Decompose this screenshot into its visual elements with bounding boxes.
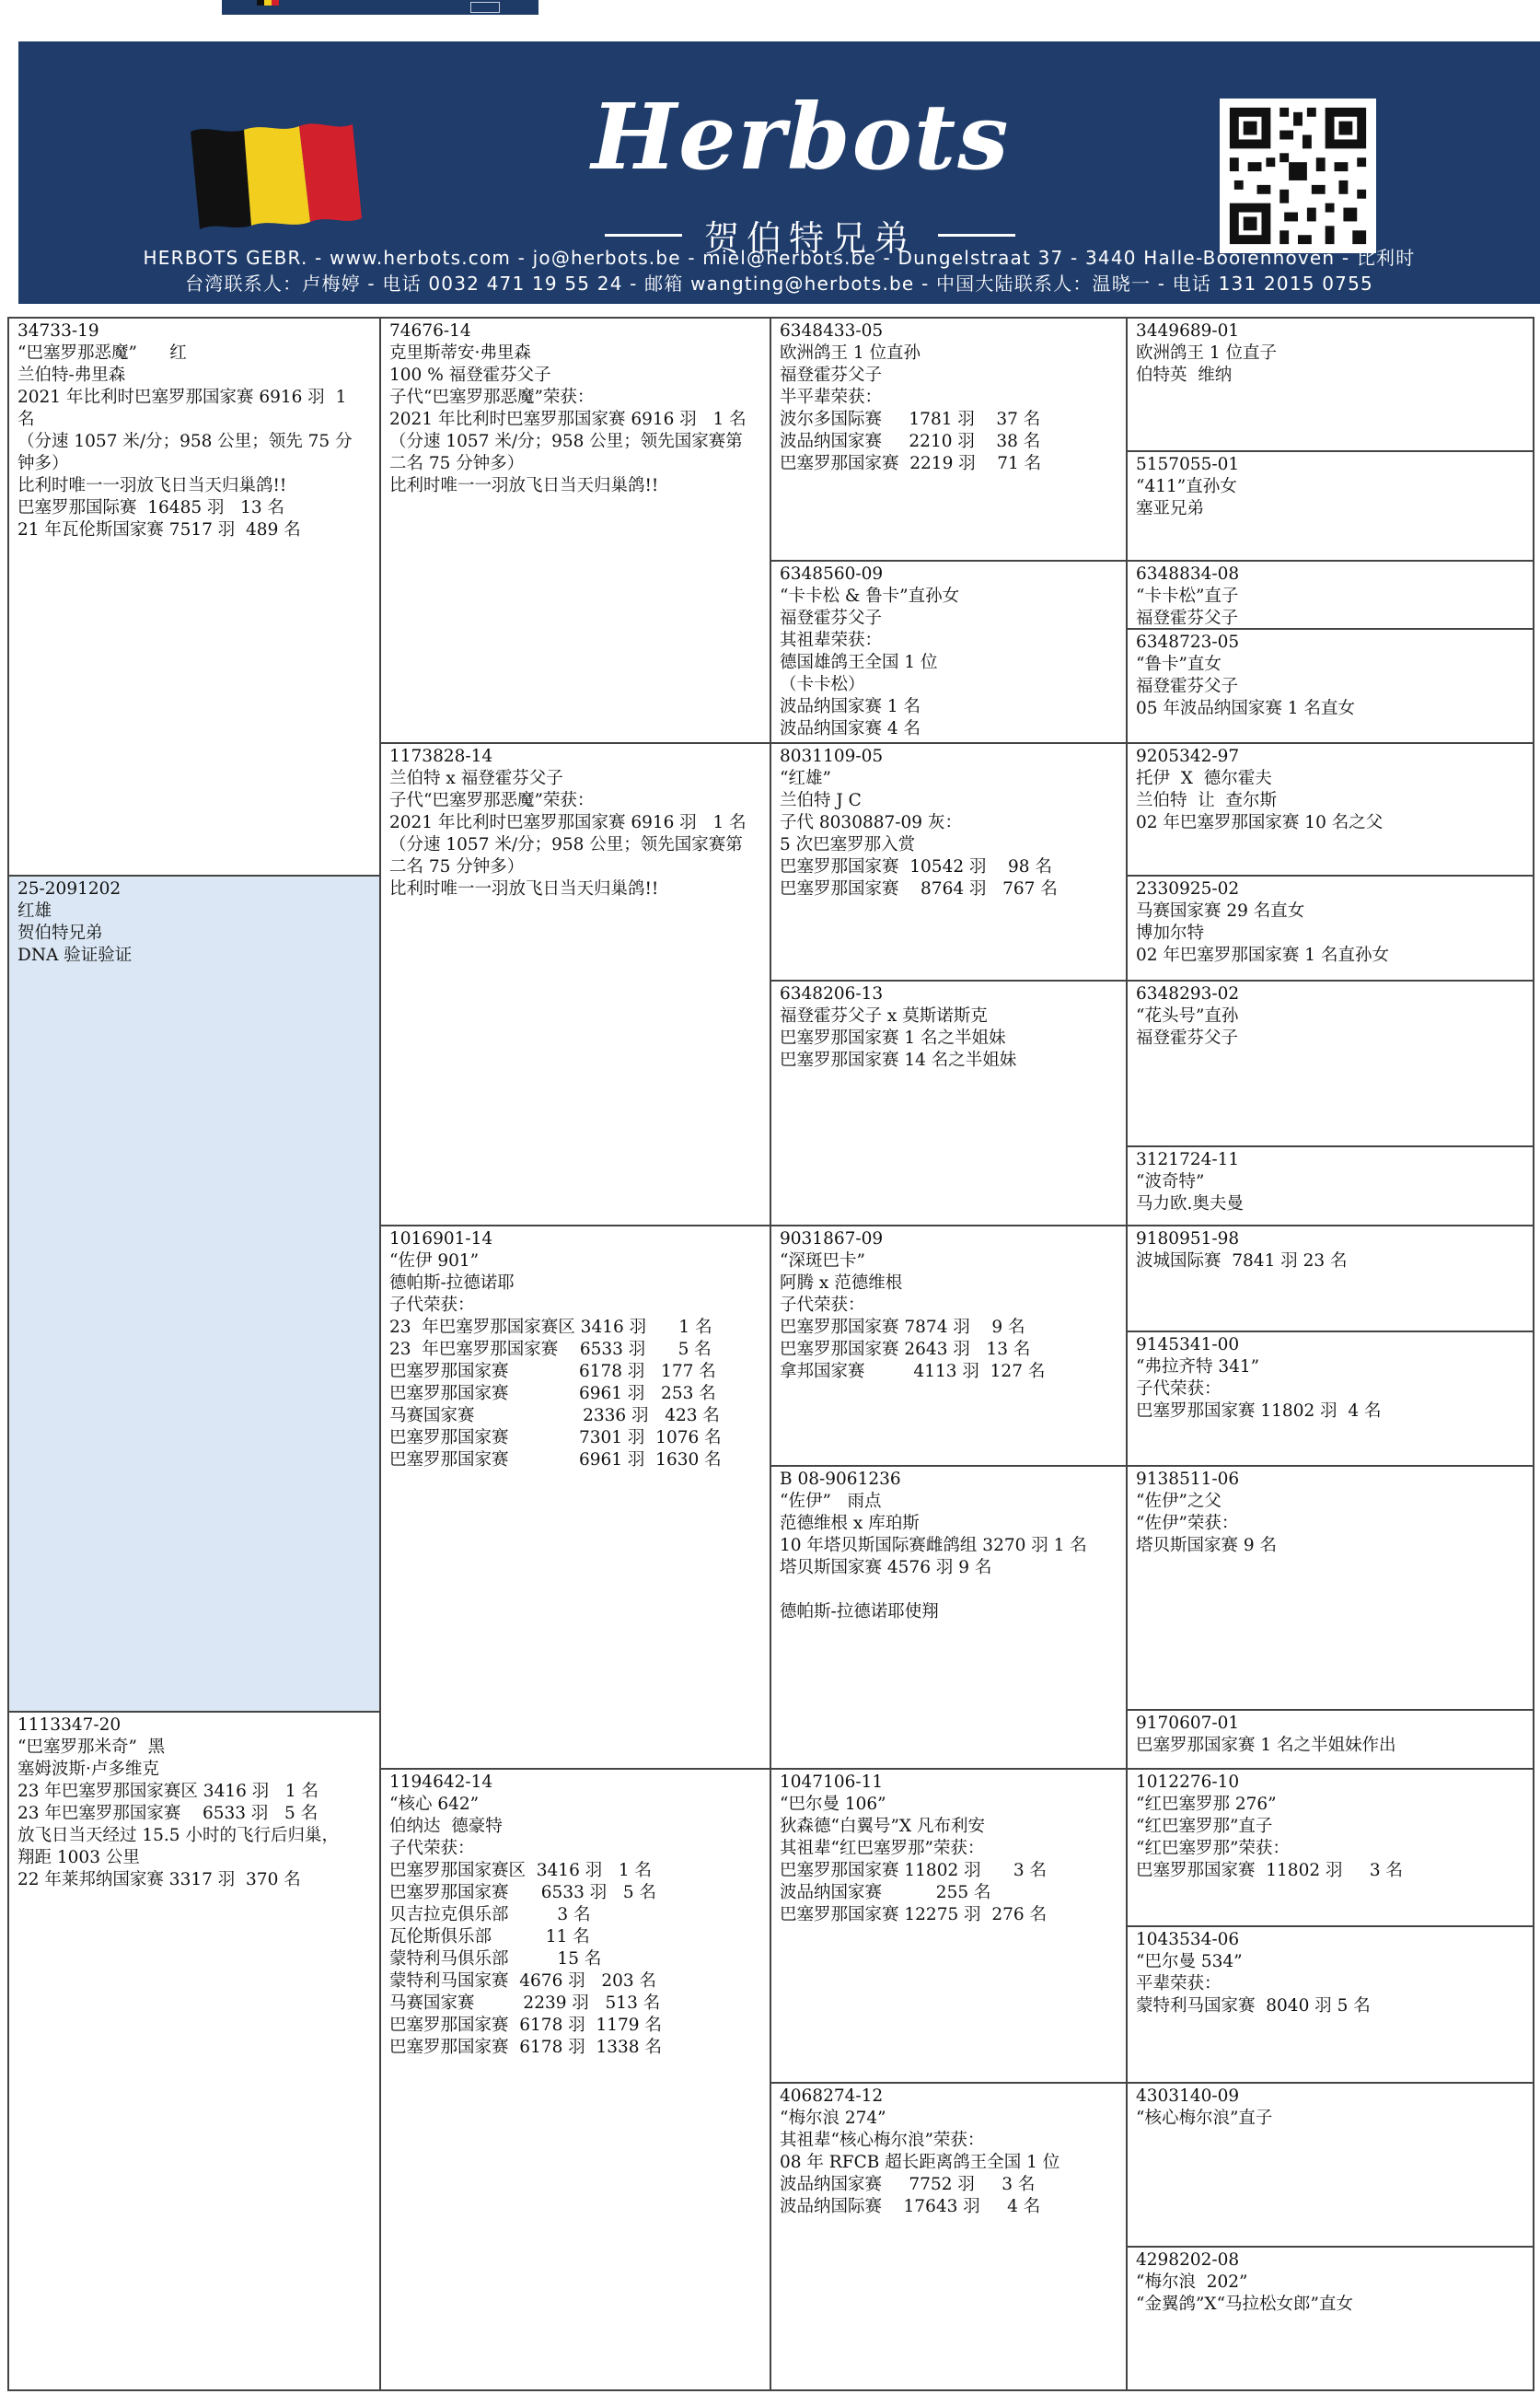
ring-number: 9138511-06 <box>1136 1470 1240 1489</box>
contact-line-1: HERBOTS GEBR. - www.herbots.com - jo@herbots.be - miel@herbots.be - Dungelstraat 37 - 3440 Halle-Booienhoven - 比利时 <box>143 247 1416 269</box>
ring-number: 1194642-14 <box>389 1772 493 1792</box>
pedigree-text-line: 巴塞罗那国家赛区 3416 羽 1 名 <box>389 1861 653 1880</box>
great-grandparent-cell <box>1126 1465 1534 1711</box>
pedigree-text-line: “花头号”直孙 <box>1136 1006 1239 1026</box>
ring-number: 34733-19 <box>17 321 99 341</box>
great-grandparent-cell <box>1126 560 1534 630</box>
pedigree-text-line: （分速 1057 米/分；958 公里；领先国家赛第 <box>389 432 743 451</box>
pedigree-text-line: “核心 642” <box>389 1795 480 1814</box>
pedigree-text-line: 02 年巴塞罗那国家赛 1 名直孙女 <box>1136 946 1389 965</box>
pedigree-text-line: 阿腾 x 范德维根 <box>780 1273 903 1293</box>
pedigree-text-line: 波尔多国际赛 1781 羽 37 名 <box>780 410 1041 429</box>
ring-number: 3449689-01 <box>1136 321 1240 341</box>
pedigree-text-line: 福登霍芬父子 <box>1136 677 1239 696</box>
pedigree-text-line: 福登霍芬父子 <box>1136 1028 1239 1048</box>
pedigree-text-line: 2021 年比利时巴塞罗那国家赛 6916 羽 1 <box>17 388 347 407</box>
pedigree-text-line: 子代“巴塞罗那恶魔”荣获： <box>389 388 595 407</box>
pedigree-text-line: 兰伯特-弗里森 <box>17 366 126 385</box>
pedigree-text-line: 子代荣获： <box>389 1296 475 1315</box>
divider <box>938 234 1015 237</box>
pedigree-text-line: 02 年巴塞罗那国家赛 10 名之父 <box>1136 813 1384 832</box>
pedigree-text-line: 贺伯特兄弟 <box>17 924 103 943</box>
pedigree-text-line: 拿邦国家赛 4113 羽 127 名 <box>780 1362 1046 1381</box>
grandparent-cell <box>770 1768 1128 2084</box>
pedigree-text-line: 巴塞罗那国家赛 11802 羽 4 名 <box>1136 1401 1382 1421</box>
pedigree-text-line: 伯特英 维纳 <box>1136 366 1233 385</box>
grandparent-cell <box>770 742 1128 982</box>
sire-dam-cell <box>379 1768 771 2391</box>
grandparent-cell <box>770 1465 1128 1770</box>
pedigree-text-line: 马赛国家赛 29 名直女 <box>1136 901 1305 921</box>
pedigree-text-line: 德国雄鸽王全国 1 位 <box>780 653 938 672</box>
pedigree-text-line: 其祖辈荣获： <box>780 631 883 650</box>
pedigree-text-line: 巴塞罗那国家赛 6961 羽 253 名 <box>389 1384 716 1403</box>
great-grandparent-cell <box>1126 742 1534 877</box>
gen1-cell <box>7 1711 381 2391</box>
ring-number: 6348723-05 <box>1136 633 1240 652</box>
pedigree-text-line: 红雄 <box>17 901 52 921</box>
pedigree-text-line: 巴塞罗那国家赛 2643 羽 13 名 <box>780 1340 1031 1359</box>
pedigree-text-line: （分速 1057 米/分；958 公里；领先国家赛第 <box>389 835 743 854</box>
pedigree-text-line: 兰伯特 x 福登霍芬父子 <box>389 769 563 788</box>
pedigree-text-line: “核心梅尔浪”直子 <box>1136 2109 1273 2128</box>
pedigree-text-line: 福登霍芬父子 x 莫斯诺斯克 <box>780 1006 988 1026</box>
ring-number: 9031867-09 <box>780 1229 884 1249</box>
pedigree-text-line: “鲁卡”直女 <box>1136 655 1222 674</box>
ring-number: 8031109-05 <box>780 747 884 766</box>
sire-dam-cell <box>379 317 771 744</box>
great-grandparent-cell <box>1126 1225 1534 1332</box>
pedigree-text-line: 子代“巴塞罗那恶魔”荣获： <box>389 791 595 810</box>
pedigree-text-line: “佐伊”荣获： <box>1136 1514 1239 1533</box>
pedigree-text-line: 巴塞罗那国家赛 6178 羽 1338 名 <box>389 2038 662 2057</box>
pedigree-text-line: DNA 验证验证 <box>17 946 133 965</box>
pedigree-text-line: 10 年塔贝斯国际赛雌鸽组 3270 羽 1 名 <box>780 1536 1087 1555</box>
pedigree-text-line: 23 年巴塞罗那国家赛区 3416 羽 1 名 <box>17 1782 319 1801</box>
pedigree-text-line: 05 年波品纳国家赛 1 名直女 <box>1136 699 1355 718</box>
pedigree-text-line: 巴塞罗那国家赛 6178 羽 1179 名 <box>389 2016 662 2035</box>
pedigree-text-line: 福登霍芬父子 <box>780 609 883 628</box>
pedigree-text-line: 半平辈荣获： <box>780 388 883 407</box>
ring-number: 1043534-06 <box>1136 1930 1240 1949</box>
pedigree-text-line: 巴塞罗那国家赛 7874 羽 9 名 <box>780 1318 1025 1337</box>
pedigree-text-line: 巴塞罗那国家赛 7301 羽 1076 名 <box>389 1428 722 1447</box>
pedigree-text-line: 德帕斯-拉德诺耶 <box>389 1273 515 1293</box>
pedigree-text-line: 塞姆波斯·卢多维克 <box>17 1760 159 1779</box>
pedigree-text-line <box>780 1579 1117 1601</box>
pedigree-text-line: “佐伊 901” <box>389 1251 480 1271</box>
ring-number: 5157055-01 <box>1136 455 1240 474</box>
pedigree-text-line: 翔距 1003 公里 <box>17 1848 140 1867</box>
pedigree-text-line: 100 % 福登霍芬父子 <box>389 366 551 385</box>
pedigree-text-line: 贝吉拉克俱乐部 3 名 <box>389 1905 591 1924</box>
great-grandparent-cell <box>1126 980 1534 1147</box>
ring-number: 9170607-01 <box>1136 1714 1240 1733</box>
pedigree-text-line: 子代荣获： <box>780 1296 865 1315</box>
subject-pigeon-cell <box>7 875 381 1713</box>
pedigree-text-line: 蒙特利马国家赛 8040 羽 5 名 <box>1136 1996 1371 2016</box>
pedigree-text-line: 狄森德“白翼号”X 凡布利安 <box>780 1817 985 1836</box>
pedigree-text-line: （卡卡松） <box>780 675 865 694</box>
pedigree-text-line: 2021 年比利时巴塞罗那国家赛 6916 羽 1 名 <box>389 813 747 832</box>
great-grandparent-cell <box>1126 1709 1534 1770</box>
pedigree-text-line: 塞亚兄弟 <box>1136 499 1205 518</box>
pedigree-text-line: 巴塞罗那国家赛 11802 羽 3 名 <box>1136 1861 1404 1880</box>
great-grandparent-cell <box>1126 628 1534 744</box>
pedigree-text-line: 08 年 RFCB 超长距离鸽王全国 1 位 <box>780 2153 1060 2172</box>
ring-number: 1016901-14 <box>389 1229 493 1249</box>
pedigree-text-line: 巴塞罗那国家赛 1 名之半姐妹 <box>780 1028 1006 1048</box>
pedigree-text-line: “巴尔曼 106” <box>780 1795 886 1814</box>
pedigree-text-line: 巴塞罗那国家赛 2219 羽 71 名 <box>780 454 1042 473</box>
pedigree-text-line: 福登霍芬父子 <box>780 366 883 385</box>
pedigree-text-line: 名 <box>17 410 35 429</box>
pedigree-text-line: 比利时唯一一羽放飞日当天归巢鸽!! <box>389 879 659 899</box>
pedigree-text-line: “弗拉齐特 341” <box>1136 1357 1260 1377</box>
pedigree-text-line: 马力欧.奥夫曼 <box>1136 1194 1244 1214</box>
grandparent-cell <box>770 2082 1128 2391</box>
pedigree-text-line: “巴塞罗那米奇” 黑 <box>17 1737 166 1757</box>
pedigree-text-line: 巴塞罗那国家赛 6961 羽 1630 名 <box>389 1450 722 1470</box>
pedigree-text-line: 子代 8030887-09 灰： <box>780 813 962 832</box>
pedigree-text-line: 马赛国家赛 2336 羽 423 名 <box>389 1406 720 1425</box>
pedigree-text-line: 波品纳国际赛 17643 羽 4 名 <box>780 2197 1041 2216</box>
pedigree-text-line: “佐伊”之父 <box>1136 1492 1222 1511</box>
pedigree-text-line: “梅尔浪 274” <box>780 2109 886 2128</box>
pedigree-text-line: 塔贝斯国家赛 4576 羽 9 名 <box>780 1558 992 1577</box>
great-grandparent-cell <box>1126 875 1534 982</box>
pedigree-text-line: 其祖辈“红巴塞罗那”荣获： <box>780 1839 985 1858</box>
pedigree-text-line: 巴塞罗那国家赛 10542 羽 98 名 <box>780 857 1052 877</box>
ring-number: 1173828-14 <box>389 747 493 766</box>
pedigree-text-line: “巴尔曼 534” <box>1136 1952 1243 1971</box>
qr-code-icon <box>1220 99 1376 253</box>
great-grandparent-cell <box>1126 1768 1534 1927</box>
pedigree-text-line: 波品纳国家赛 7752 羽 3 名 <box>780 2175 1036 2194</box>
pedigree-text-line: 22 年莱邦纳国家赛 3317 羽 370 名 <box>17 1870 301 1889</box>
pedigree-text-line: （分速 1057 米/分；958 公里；领先 75 分 <box>17 432 353 451</box>
pedigree-text-line: 兰伯特 让 查尔斯 <box>1136 791 1278 810</box>
pedigree-text-line: 德帕斯-拉德诺耶使翔 <box>780 1602 939 1621</box>
pedigree-text-line: 21 年瓦伦斯国家赛 7517 羽 489 名 <box>17 520 301 540</box>
pedigree-text-line: 范德维根 x 库珀斯 <box>780 1514 920 1533</box>
pedigree-text-line: 欧洲鸽王 1 位直子 <box>1136 343 1278 363</box>
brand-logo <box>589 87 1013 189</box>
ring-number: 2330925-02 <box>1136 879 1240 899</box>
grandparent-cell <box>770 317 1128 562</box>
pedigree-text-line: 巴塞罗那国际赛 16485 羽 13 名 <box>17 498 285 517</box>
great-grandparent-cell <box>1126 450 1534 562</box>
pedigree-text-line: “红巴塞罗那”直子 <box>1136 1817 1273 1836</box>
pedigree-text-line: 比利时唯一一羽放飞日当天归巢鸽!! <box>17 476 287 495</box>
ring-number: 4303140-09 <box>1136 2086 1240 2106</box>
pedigree-text-line: 放飞日当天经过 15.5 小时的飞行后归巢， <box>17 1826 339 1845</box>
pedigree-text-line: 蒙特利马国家赛 4676 羽 203 名 <box>389 1971 657 1991</box>
pedigree-text-line: 巴塞罗那国家赛 11802 羽 3 名 <box>780 1861 1048 1880</box>
pedigree-text-line: 伯纳达 德豪特 <box>389 1817 503 1836</box>
pedigree-text-line: 二名 75 分钟多） <box>389 454 525 473</box>
pedigree-text-line: 福登霍芬父子 <box>1136 609 1239 628</box>
pedigree-text-line: 蒙特利马俱乐部 15 名 <box>389 1949 602 1969</box>
pedigree-text-line: “金翼鸽”X“马拉松女郎”直女 <box>1136 2295 1354 2314</box>
pedigree-text-line: “411”直孙女 <box>1136 477 1237 496</box>
pedigree-text-line: 托伊 X 德尔霍夫 <box>1136 769 1272 788</box>
ring-number: 74676-14 <box>389 321 471 341</box>
gen1-cell <box>7 317 381 877</box>
ring-number: 9205342-97 <box>1136 747 1240 766</box>
pedigree-text-line: 博加尔特 <box>1136 924 1205 943</box>
pedigree-text-line: “深斑巴卡” <box>780 1251 865 1271</box>
pedigree-text-line: 波品纳国家赛 2210 羽 38 名 <box>780 432 1041 451</box>
ring-number: 3121724-11 <box>1136 1150 1240 1169</box>
pedigree-text-line: “巴塞罗那恶魔” 红 <box>17 343 187 363</box>
pedigree-text-line: 兰伯特 J C <box>780 791 862 810</box>
ring-number: 4068274-12 <box>780 2086 884 2106</box>
pedigree-text-line: 巴塞罗那国家赛 8764 羽 767 名 <box>780 879 1058 899</box>
ring-number: 1113347-20 <box>17 1715 122 1735</box>
ring-number: 6348834-08 <box>1136 564 1240 584</box>
ring-number: 1012276-10 <box>1136 1772 1240 1792</box>
pedigree-text-line: “卡卡松”直子 <box>1136 587 1239 606</box>
pedigree-text-line: “佐伊” 雨点 <box>780 1492 882 1511</box>
pedigree-text-line: “红巴塞罗那”荣获： <box>1136 1839 1290 1858</box>
pedigree-text-line: 克里斯蒂安·弗里森 <box>389 343 531 363</box>
sire-dam-cell <box>379 742 771 1226</box>
pedigree-text-line: 钟多） <box>17 454 69 473</box>
small-flag-icon <box>257 0 279 6</box>
ring-number: 6348560-09 <box>780 564 884 584</box>
pedigree-text-line: 瓦伦斯俱乐部 11 名 <box>389 1927 590 1947</box>
contact-line-2: 台湾联系人：卢梅婷 - 电话 0032 471 19 55 24 - 邮箱 wangting@herbots.be - 中国大陆联系人：温晓一 - 电话 131 2015 0755 <box>185 273 1373 295</box>
ring-number: 1047106-11 <box>780 1772 884 1792</box>
pedigree-text-line: 巴塞罗那国家赛 1 名之半姐妹作出 <box>1136 1736 1396 1755</box>
pedigree-text-line: 波品纳国家赛 255 名 <box>780 1883 991 1902</box>
ring-number: 6348433-05 <box>780 321 884 341</box>
great-grandparent-cell <box>1126 1145 1534 1226</box>
grandparent-cell <box>770 560 1128 744</box>
pedigree-text-line: 巴塞罗那国家赛 6533 羽 5 名 <box>389 1883 657 1902</box>
sire-dam-cell <box>379 1225 771 1770</box>
grandparent-cell <box>770 980 1128 1226</box>
great-grandparent-cell <box>1126 2082 1534 2248</box>
pedigree-text-line: 比利时唯一一羽放飞日当天归巢鸽!! <box>389 476 659 495</box>
small-qr-icon <box>470 2 500 13</box>
great-grandparent-cell <box>1126 2246 1534 2391</box>
pedigree-text-line: 二名 75 分钟多） <box>389 857 525 877</box>
pedigree-text-line: 其祖辈“核心梅尔浪”荣获： <box>780 2131 985 2150</box>
pedigree-text-line: 欧洲鸽王 1 位直孙 <box>780 343 921 363</box>
great-grandparent-cell <box>1126 317 1534 452</box>
ring-number: 9180951-98 <box>1136 1229 1240 1249</box>
great-grandparent-cell <box>1126 1925 1534 2084</box>
pedigree-text-line: “红雄” <box>780 769 831 788</box>
pedigree-text-line: 23 年巴塞罗那国家赛 6533 羽 5 名 <box>17 1804 318 1823</box>
pedigree-text-line: “波奇特” <box>1136 1172 1205 1191</box>
divider <box>605 234 682 237</box>
pedigree-text-line: 23 年巴塞罗那国家赛 6533 羽 5 名 <box>389 1340 712 1359</box>
grandparent-cell <box>770 1225 1128 1467</box>
pedigree-text-line: 波城国际赛 7841 羽 23 名 <box>1136 1251 1348 1271</box>
pedigree-text-line: 23 年巴塞罗那国家赛区 3416 羽 1 名 <box>389 1318 712 1337</box>
top-banner-strip <box>222 0 538 15</box>
brand-subtitle: 贺伯特兄弟 <box>703 217 916 259</box>
ring-number: 6348293-02 <box>1136 984 1240 1004</box>
pedigree-text-line: “梅尔浪 202” <box>1136 2272 1248 2292</box>
ring-number: B 08-9061236 <box>780 1470 901 1489</box>
pedigree-text-line: 平辈荣获： <box>1136 1974 1222 1993</box>
ring-number: 25-2091202 <box>17 879 122 899</box>
ring-number: 6348206-13 <box>780 984 884 1004</box>
pedigree-text-line: 巴塞罗那国家赛 12275 羽 276 名 <box>780 1905 1048 1924</box>
brand-name: Herbots <box>591 85 1011 191</box>
pedigree-text-line: 马赛国家赛 2239 羽 513 名 <box>389 1993 661 2013</box>
pedigree-text-line: 2021 年比利时巴塞罗那国家赛 6916 羽 1 名 <box>389 410 747 429</box>
pedigree-text-line: “卡卡松 & 鲁卡”直孙女 <box>780 587 960 606</box>
pedigree-text-line: “红巴塞罗那 276” <box>1136 1795 1277 1814</box>
belgian-flag-icon <box>179 115 364 244</box>
pedigree-text-line: 5 次巴塞罗那入赏 <box>780 835 916 854</box>
pedigree-text-line: 巴塞罗那国家赛 14 名之半姐妹 <box>780 1051 1017 1070</box>
pedigree-text-line: 子代荣获： <box>1136 1379 1222 1399</box>
header-banner <box>18 41 1540 304</box>
ring-number: 9145341-00 <box>1136 1335 1240 1354</box>
great-grandparent-cell <box>1126 1331 1534 1467</box>
ring-number: 4298202-08 <box>1136 2250 1240 2270</box>
pedigree-text-line: 波品纳国家赛 1 名 <box>780 697 921 716</box>
pedigree-text-line: 塔贝斯国家赛 9 名 <box>1136 1536 1278 1555</box>
pedigree-text-line: 巴塞罗那国家赛 6178 羽 177 名 <box>389 1362 716 1381</box>
pedigree-text-line: 子代荣获： <box>389 1839 475 1858</box>
pedigree-text-line: 波品纳国家赛 4 名 <box>780 719 921 738</box>
